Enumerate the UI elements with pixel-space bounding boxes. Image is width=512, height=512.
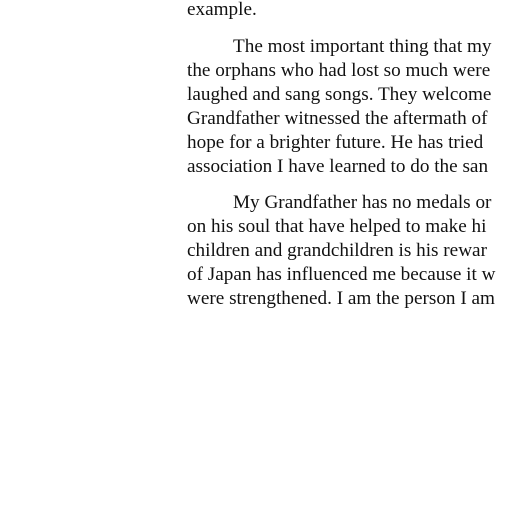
paragraph-line: The most important thing that my: [233, 36, 492, 57]
paragraph-line: laughed and sang songs. They welcome: [187, 84, 492, 105]
paragraph-line: of Japan has influenced me because it w: [187, 264, 496, 285]
paragraph-line: Grandfather witnessed the aftermath of: [187, 108, 488, 129]
paragraph-line: were strengthened. I am the person I am: [187, 288, 495, 309]
essay-text: [187, 0, 512, 311]
paragraph-spacer: [187, 179, 512, 191]
paragraph-line: children and grandchildren is his rewar: [187, 240, 487, 261]
paragraph-line: the orphans who had lost so much were: [187, 60, 491, 81]
paragraph-fragment-line: example.: [187, 0, 257, 20]
paragraph-line: association I have learned to do the san: [187, 156, 489, 177]
paragraph-2: [187, 191, 512, 311]
paragraph-line: My Grandfather has no medals or: [233, 192, 492, 213]
paragraph-spacer: [187, 21, 512, 35]
paragraph-1: [187, 35, 512, 179]
paragraph-line: hope for a brighter future. He has tried: [187, 132, 484, 153]
paragraph-line: on his soul that have helped to make hi: [187, 216, 487, 237]
